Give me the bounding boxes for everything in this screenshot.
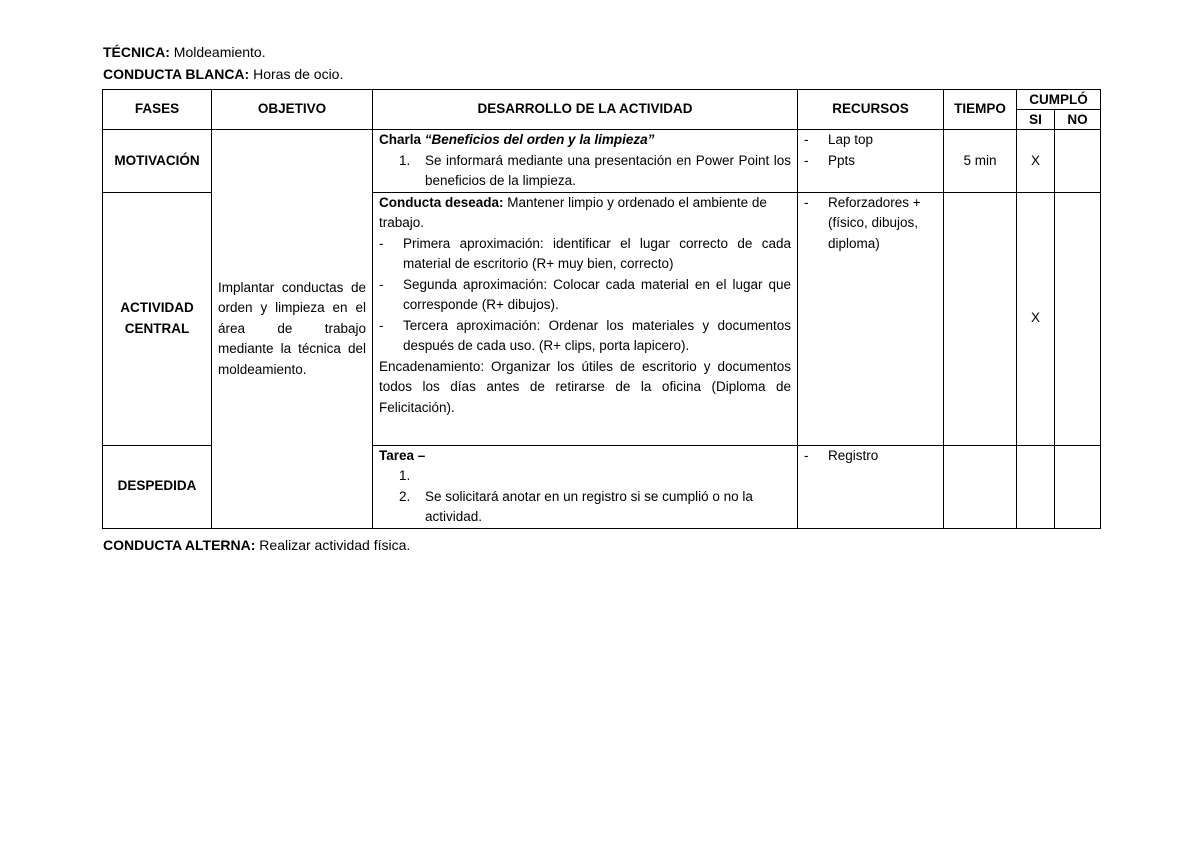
conducta-deseada-text: Mantener limpio y ordenado el ambiente de trabajo. bbox=[379, 194, 767, 230]
item-num: 2. bbox=[399, 488, 411, 504]
dash-marker: - bbox=[379, 317, 384, 333]
tiempo-central bbox=[944, 192, 1017, 445]
fase-despedida: DESPEDIDA bbox=[103, 445, 212, 528]
conducta-blanca-line bbox=[103, 64, 343, 84]
desarrollo-despedida bbox=[373, 445, 798, 528]
conducta-blanca-value: Horas de ocio. bbox=[249, 66, 344, 82]
recurso-registro: Registro bbox=[828, 447, 879, 463]
tecnica-value: Moldeamiento. bbox=[169, 44, 266, 60]
recursos-motivacion bbox=[798, 130, 944, 193]
si-despedida bbox=[1017, 445, 1055, 528]
fase-motivacion: MOTIVACIÓN bbox=[103, 130, 212, 193]
item-num: 1. bbox=[399, 468, 411, 483]
no-central bbox=[1055, 192, 1101, 445]
dash-marker: - bbox=[379, 235, 384, 251]
central-item-text: Segunda aproximación: Colocar cada material en el lugar que corresponde (R+ dibujos). bbox=[403, 276, 791, 312]
desarrollo-central bbox=[373, 192, 798, 445]
recurso-laptop: Lap top bbox=[828, 132, 874, 147]
central-item-1 bbox=[379, 234, 791, 275]
conducta-deseada-label: Conducta deseada: bbox=[379, 194, 504, 210]
tiempo-motivacion: 5 min bbox=[944, 130, 1017, 193]
central-item-3 bbox=[379, 316, 791, 357]
activity-table bbox=[102, 89, 1101, 529]
recursos-despedida bbox=[798, 445, 944, 528]
central-item-2 bbox=[379, 275, 791, 316]
conducta-alterna-label: CONDUCTA ALTERNA: bbox=[103, 537, 256, 553]
dash-marker: - bbox=[804, 152, 809, 168]
header-tiempo: TIEMPO bbox=[944, 90, 1017, 130]
charla-title bbox=[379, 130, 791, 151]
desarrollo-motivacion bbox=[373, 130, 798, 193]
header-fases: FASES bbox=[103, 90, 212, 130]
conducta-alterna-line bbox=[103, 535, 410, 555]
item-text: Se solicitará anotar en un registro si se cumplió o no la actividad. bbox=[425, 488, 753, 524]
si-central: X bbox=[1017, 192, 1055, 445]
header-recursos: RECURSOS bbox=[798, 90, 944, 130]
header-desarrollo: DESARROLLO DE LA ACTIVIDAD bbox=[373, 90, 798, 130]
tarea-title: Tarea – bbox=[379, 447, 426, 463]
objetivo-cell: Implantar conductas de orden y limpieza en el área de trabajo mediante la técnica del moldeamiento. bbox=[212, 130, 373, 529]
central-item-text: Tercera aproximación: Ordenar los materiales y documentos después de cada uso. (R+ clips, porta lapicero). bbox=[403, 317, 791, 353]
dash-marker: - bbox=[804, 132, 809, 147]
dash-marker: - bbox=[379, 276, 384, 292]
dash-marker: - bbox=[804, 447, 809, 463]
header-cumplio: CUMPLÓ bbox=[1017, 90, 1101, 110]
fase-central: ACTIVIDAD CENTRAL bbox=[103, 192, 212, 445]
charla-topic: “Beneficios del orden y la limpieza” bbox=[424, 132, 655, 147]
recurso-reforzadores: Reforzadores + (físico, dibujos, diploma) bbox=[828, 194, 921, 251]
recurso-ppts: Ppts bbox=[828, 152, 856, 168]
tecnica-line bbox=[103, 42, 266, 62]
no-motivacion bbox=[1055, 130, 1101, 193]
conducta-alterna-value: Realizar actividad física. bbox=[255, 537, 411, 553]
si-motivacion: X bbox=[1017, 130, 1055, 193]
despedida-item-2 bbox=[379, 487, 791, 528]
dash-marker: - bbox=[804, 194, 809, 210]
item-text bbox=[425, 466, 791, 487]
tiempo-despedida bbox=[944, 445, 1017, 528]
row-motivacion bbox=[103, 130, 1101, 193]
motivacion-item-text: Se informará mediante una presentación en Power Point los beneficios de la limpieza. bbox=[425, 152, 791, 188]
despedida-item-1 bbox=[379, 466, 791, 487]
recursos-central bbox=[798, 192, 944, 445]
header-si: SI bbox=[1017, 110, 1055, 130]
motivacion-item-num: 1. bbox=[399, 152, 411, 168]
central-item-text: Primera aproximación: identificar el lugar correcto de cada material de escritorio (R+ muy bien, correcto) bbox=[403, 235, 791, 271]
conducta-deseada bbox=[379, 193, 791, 234]
motivacion-item-1 bbox=[379, 151, 791, 192]
header-objetivo: OBJETIVO bbox=[212, 90, 373, 130]
charla-label: Charla bbox=[379, 132, 425, 147]
no-despedida bbox=[1055, 445, 1101, 528]
tecnica-label: TÉCNICA: bbox=[103, 44, 170, 60]
conducta-blanca-label: CONDUCTA BLANCA: bbox=[103, 66, 250, 82]
encadenamiento: Encadenamiento: Organizar los útiles de escritorio y documentos todos los días antes de retirarse de la oficina (Diploma de Felicitación). bbox=[379, 358, 791, 415]
header-no: NO bbox=[1055, 110, 1101, 130]
